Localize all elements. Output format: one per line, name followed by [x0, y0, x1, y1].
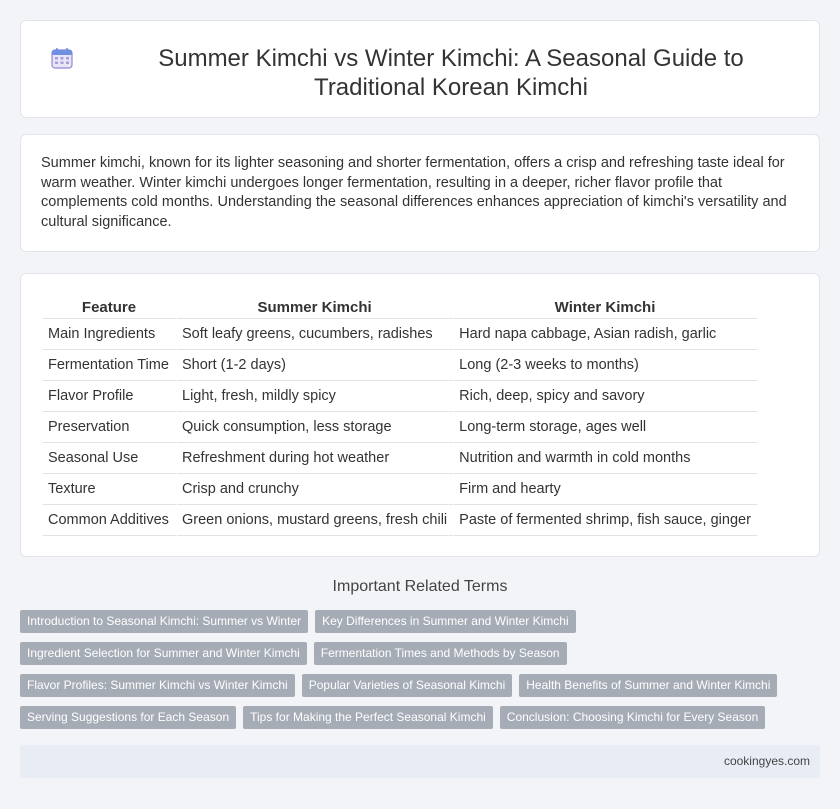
table-cell-summer: Crisp and crunchy — [177, 474, 454, 505]
related-terms-row — [20, 674, 820, 697]
table-row — [43, 443, 758, 474]
related-term-tag[interactable]: Ingredient Selection for Summer and Winter Kimchi — [20, 642, 307, 665]
table-cell-winter: Long-term storage, ages well — [454, 412, 758, 443]
table-cell-feature: Seasonal Use — [43, 443, 177, 474]
related-term-tag[interactable]: Conclusion: Choosing Kimchi for Every Season — [500, 706, 765, 729]
table-row — [43, 381, 758, 412]
table-cell-summer: Refreshment during hot weather — [177, 443, 454, 474]
table-cell-summer: Quick consumption, less storage — [177, 412, 454, 443]
footer-site: cookingyes.com — [723, 754, 810, 768]
title-card — [20, 20, 820, 118]
comparison-table — [43, 294, 758, 536]
table-row — [43, 505, 758, 536]
related-term-tag[interactable]: Flavor Profiles: Summer Kimchi vs Winter Kimchi — [20, 674, 295, 697]
table-cell-feature: Fermentation Time — [43, 350, 177, 381]
table-cell-winter: Firm and hearty — [454, 474, 758, 505]
table-cell-winter: Rich, deep, spicy and savory — [454, 381, 758, 412]
table-cell-winter: Nutrition and warmth in cold months — [454, 443, 758, 474]
related-terms-row — [20, 610, 820, 633]
table-cell-summer: Short (1-2 days) — [177, 350, 454, 381]
header-summer-kimchi: Summer Kimchi — [177, 294, 454, 319]
table-cell-winter: Hard napa cabbage, Asian radish, garlic — [454, 319, 758, 350]
table-cell-summer: Light, fresh, mildly spicy — [177, 381, 454, 412]
header-feature: Feature — [43, 294, 177, 319]
comparison-card — [20, 273, 820, 557]
table-row — [43, 474, 758, 505]
table-row — [43, 350, 758, 381]
related-term-tag[interactable]: Fermentation Times and Methods by Season — [314, 642, 567, 665]
page-title: Summer Kimchi vs Winter Kimchi: A Seasonal Guide to Traditional Korean Kimchi — [158, 45, 744, 101]
header-winter-kimchi: Winter Kimchi — [454, 294, 758, 319]
table-cell-feature: Preservation — [43, 412, 177, 443]
related-term-tag[interactable]: Tips for Making the Perfect Seasonal Kimchi — [243, 706, 493, 729]
table-row — [43, 412, 758, 443]
intro-paragraph: Summer kimchi, known for its lighter seasoning and shorter fermentation, offers a crisp and refreshing taste ideal for warm weather. Winter kimchi undergoes longer fermentation, resulting in a deeper, richer flavor profile that complements cold months. Understanding the seasonal differences enhances appreciation of kimchi's versatility and cultural significance. — [41, 155, 787, 230]
related-term-tag[interactable]: Health Benefits of Summer and Winter Kimchi — [519, 674, 777, 697]
table-cell-winter: Paste of fermented shrimp, fish sauce, ginger — [454, 505, 758, 536]
table-cell-winter: Long (2-3 weeks to months) — [454, 350, 758, 381]
table-cell-feature: Common Additives — [43, 505, 177, 536]
table-row — [43, 319, 758, 350]
table-cell-summer: Soft leafy greens, cucumbers, radishes — [177, 319, 454, 350]
table-cell-feature: Flavor Profile — [43, 381, 177, 412]
related-term-tag[interactable]: Serving Suggestions for Each Season — [20, 706, 236, 729]
table-cell-summer: Green onions, mustard greens, fresh chili — [177, 505, 454, 536]
table-cell-feature: Texture — [43, 474, 177, 505]
related-terms-row — [20, 642, 820, 665]
related-terms — [20, 610, 820, 738]
related-terms-row — [20, 706, 820, 729]
intro-card — [20, 134, 820, 252]
related-terms-heading: Important Related Terms — [332, 578, 508, 595]
footer — [20, 745, 820, 778]
table-header-row — [43, 294, 758, 319]
related-term-tag[interactable]: Popular Varieties of Seasonal Kimchi — [302, 674, 513, 697]
related-term-tag[interactable]: Introduction to Seasonal Kimchi: Summer vs Winter — [20, 610, 308, 633]
related-term-tag[interactable]: Key Differences in Summer and Winter Kimchi — [315, 610, 576, 633]
table-cell-feature: Main Ingredients — [43, 319, 177, 350]
